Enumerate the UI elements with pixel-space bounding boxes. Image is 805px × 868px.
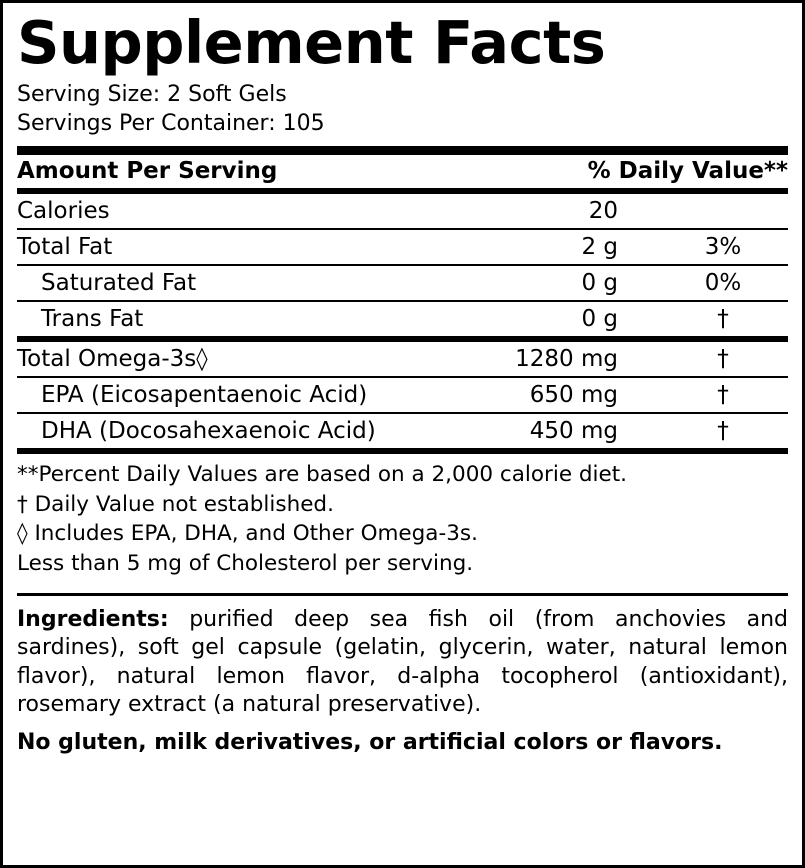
table-row (17, 302, 788, 336)
nutrient-name: Trans Fat (41, 306, 144, 333)
nutrient-daily-value: † (717, 382, 729, 409)
nutrient-name: Total Omega-3s◊ (17, 346, 208, 373)
nutrient-amount: 0 g (581, 306, 618, 333)
nutrient-amount: 1280 mg (515, 346, 618, 373)
table-row (17, 194, 788, 228)
nutrient-amount: 450 mg (529, 418, 618, 445)
nutrient-name: Total Fat (17, 234, 113, 261)
page-title: Supplement Facts (17, 8, 606, 77)
ingredients-text: purified deep sea fish oil (from anchovies and sardines), soft gel capsule (gelatin, glycerin, water, natural lemon flavor), natural lemon flavor, d-alpha tocopherol (antioxidant), rosemary extract (a natural preservative). (17, 606, 788, 718)
table-row (17, 378, 788, 412)
nutrient-amount: 2 g (581, 234, 618, 261)
footnote-percent-daily-values: **Percent Daily Values are based on a 2,000 calorie diet. (17, 462, 627, 488)
table-row (17, 230, 788, 264)
nutrient-name: EPA (Eicosapentaenoic Acid) (41, 382, 368, 409)
table-row (17, 342, 788, 376)
allergen-statement: No gluten, milk derivatives, or artificial colors or flavors. (17, 730, 723, 756)
table-header-row (17, 155, 788, 188)
serving-size: Serving Size: 2 Soft Gels (17, 82, 287, 107)
daily-value-header: % Daily Value** (587, 158, 788, 185)
nutrient-daily-value: 0% (704, 270, 742, 297)
ingredients-paragraph (17, 602, 788, 720)
table-row (17, 266, 788, 300)
nutrient-name: DHA (Docosahexaenoic Acid) (41, 418, 376, 445)
nutrient-name: Calories (17, 198, 110, 225)
divider-ingredients (17, 593, 788, 596)
divider-thick-top (17, 146, 788, 155)
footnote-cholesterol: Less than 5 mg of Cholesterol per serving. (17, 551, 474, 577)
nutrient-name: Saturated Fat (41, 270, 197, 297)
footnote-includes-omega-3s: ◊ Includes EPA, DHA, and Other Omega-3s. (17, 521, 478, 547)
ingredients-label: Ingredients: (17, 606, 169, 632)
table-row (17, 414, 788, 448)
footnote-daily-value-not-established: † Daily Value not established. (17, 491, 334, 517)
nutrient-amount: 20 (588, 198, 618, 225)
nutrient-amount: 650 mg (529, 382, 618, 409)
servings-per-container: Servings Per Container: 105 (17, 111, 325, 137)
nutrient-daily-value: † (717, 418, 729, 445)
nutrient-daily-value: † (717, 306, 729, 333)
amount-per-serving-header: Amount Per Serving (17, 158, 278, 185)
nutrient-amount: 0 g (581, 270, 618, 297)
nutrient-daily-value: † (717, 346, 729, 373)
nutrient-daily-value: 3% (704, 234, 742, 261)
footnotes (17, 454, 788, 585)
